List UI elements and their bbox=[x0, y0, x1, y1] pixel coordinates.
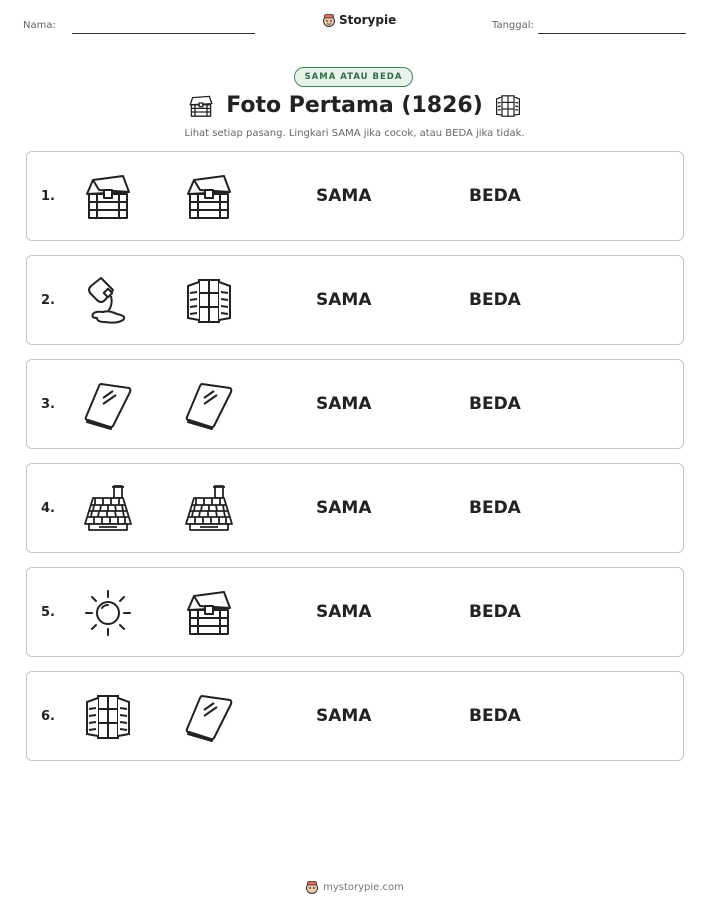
row-number: 3. bbox=[41, 397, 55, 412]
instructions: Lihat setiap pasang. Lingkari SAMA jika cocok, atau BEDA jika tidak. bbox=[184, 128, 525, 139]
row-number: 6. bbox=[41, 709, 55, 724]
option-sama[interactable]: SAMA bbox=[316, 706, 372, 726]
option-sama[interactable]: SAMA bbox=[316, 498, 372, 518]
title-row bbox=[0, 93, 709, 118]
date-line[interactable] bbox=[538, 33, 686, 34]
treasure-chest-icon bbox=[83, 172, 133, 222]
storypie-logo-icon bbox=[305, 880, 319, 894]
brand-name: Storypie bbox=[339, 13, 397, 27]
sun-icon bbox=[83, 588, 133, 638]
row-6 bbox=[26, 671, 684, 761]
storypie-logo-icon bbox=[322, 13, 336, 27]
option-beda[interactable]: BEDA bbox=[469, 498, 521, 518]
glass-plate-icon bbox=[83, 380, 133, 430]
option-sama[interactable]: SAMA bbox=[316, 290, 372, 310]
row-1 bbox=[26, 151, 684, 241]
option-beda[interactable]: BEDA bbox=[469, 706, 521, 726]
treasure-chest-icon bbox=[184, 172, 234, 222]
roof-icon bbox=[184, 484, 234, 534]
window-icon bbox=[83, 692, 133, 742]
option-beda[interactable]: BEDA bbox=[469, 602, 521, 622]
name-label: Nama: bbox=[23, 20, 56, 31]
option-beda[interactable]: BEDA bbox=[469, 186, 521, 206]
window-icon bbox=[493, 94, 523, 118]
treasure-chest-icon bbox=[186, 94, 216, 118]
option-sama[interactable]: SAMA bbox=[316, 186, 372, 206]
option-beda[interactable]: BEDA bbox=[469, 394, 521, 414]
option-beda[interactable]: BEDA bbox=[469, 290, 521, 310]
footer bbox=[0, 880, 709, 894]
name-line[interactable] bbox=[72, 33, 255, 34]
row-number: 1. bbox=[41, 189, 55, 204]
row-number: 4. bbox=[41, 501, 55, 516]
activity-badge: SAMA ATAU BEDA bbox=[294, 67, 413, 87]
window-icon bbox=[184, 276, 234, 326]
row-2 bbox=[26, 255, 684, 345]
row-4 bbox=[26, 463, 684, 553]
pouring-bottle-icon bbox=[83, 276, 133, 326]
treasure-chest-icon bbox=[184, 588, 234, 638]
glass-plate-icon bbox=[184, 380, 234, 430]
date-label: Tanggal: bbox=[492, 20, 534, 31]
option-sama[interactable]: SAMA bbox=[316, 602, 372, 622]
row-3 bbox=[26, 359, 684, 449]
row-5 bbox=[26, 567, 684, 657]
glass-plate-icon bbox=[184, 692, 234, 742]
row-number: 2. bbox=[41, 293, 55, 308]
footer-site[interactable]: mystorypie.com bbox=[323, 881, 404, 893]
roof-icon bbox=[83, 484, 133, 534]
page-title: Foto Pertama (1826) bbox=[226, 93, 483, 118]
row-number: 5. bbox=[41, 605, 55, 620]
option-sama[interactable]: SAMA bbox=[316, 394, 372, 414]
brand bbox=[322, 13, 396, 27]
